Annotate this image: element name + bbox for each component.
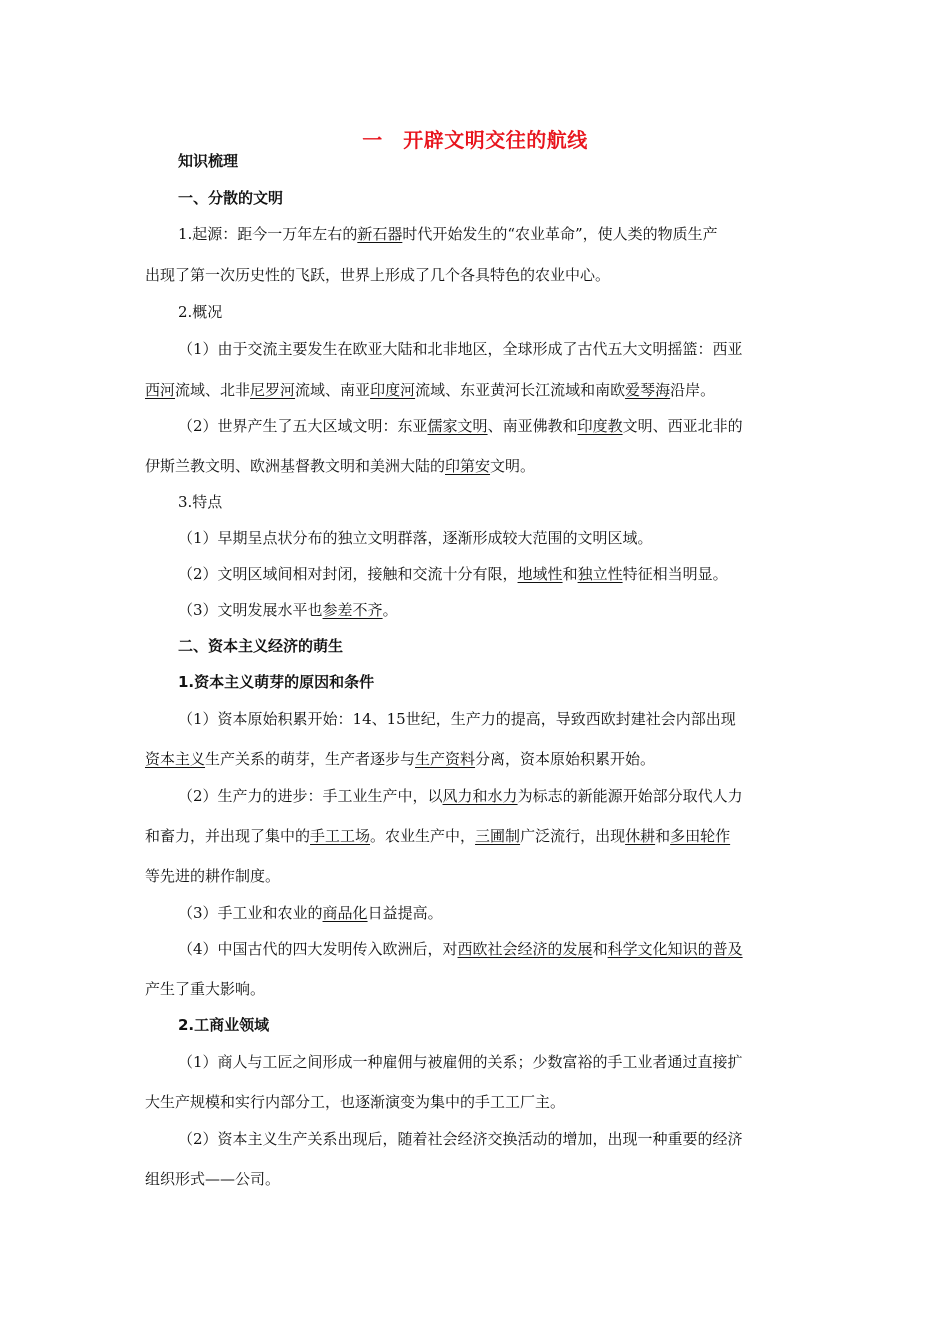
underlined-term: 西河: [145, 381, 176, 399]
d1-line1: （1）商人与工匠之间形成一种雇佣与被雇佣的关系；少数富裕的手工业者通过直接扩: [178, 1053, 743, 1071]
features-label: 3.特点: [178, 493, 223, 511]
text-run: （2）生产力的进步：手工业生产中，以: [178, 787, 443, 805]
c1-line2: [145, 749, 810, 769]
c4-line1: [178, 939, 843, 959]
underlined-term: 地域性: [517, 565, 563, 583]
text-run: （2）文明区域间相对封闭，接触和交流十分有限，: [178, 565, 518, 583]
overview-label: 2.概况: [178, 303, 223, 321]
underlined-term: 爱琴海: [625, 381, 671, 399]
underlined-term: 多田轮作: [670, 827, 731, 845]
text-run: 日益提高。: [367, 904, 443, 922]
text-run: 为标志的新能源开始部分取代人力: [517, 787, 743, 805]
c2-line3: 等先进的耕作制度。: [145, 867, 281, 885]
text-run: 和: [562, 565, 578, 583]
underlined-term: 商品化: [322, 904, 368, 922]
underlined-term: 印度教: [577, 417, 623, 435]
feature-2: [178, 564, 843, 584]
ov1-line2: [145, 380, 810, 400]
underlined-term: 印度河: [370, 381, 416, 399]
text-run: （2）世界产生了五大区域文明：东亚: [178, 417, 428, 435]
text-run: 和: [592, 940, 608, 958]
text-run: 、南亚佛教和: [487, 417, 578, 435]
underlined-term: 独立性: [577, 565, 623, 583]
text-run: （3）手工业和农业的: [178, 904, 323, 922]
underlined-term: 科学文化知识的普及: [607, 940, 743, 958]
text-run: 特征相当明显。: [622, 565, 728, 583]
feature-1: （1）早期呈点状分布的独立文明群落，逐渐形成较大范围的文明区域。: [178, 529, 653, 547]
underlined-term: 休耕: [625, 827, 656, 845]
text-run: （4）中国古代的四大发明传入欧洲后，对: [178, 940, 458, 958]
ov2-line2: [145, 456, 810, 476]
c3-line: [178, 903, 843, 923]
underlined-term: 印第安: [445, 457, 491, 475]
underlined-term: 生产资料: [415, 750, 476, 768]
text-run: 流域、南亚: [295, 381, 371, 399]
ov2-line1: [178, 416, 843, 436]
text-run: 。农业生产中，: [370, 827, 476, 845]
subheading-1: 1.资本主义萌芽的原因和条件: [178, 673, 375, 691]
text-run: 。: [382, 601, 398, 619]
heading-part1: 一、分散的文明: [178, 189, 284, 207]
underlined-term: 儒家文明: [427, 417, 488, 435]
c2-line2: [145, 826, 810, 846]
text-run: （3）文明发展水平也: [178, 601, 323, 619]
origin-line2: 出现了第一次历史性的飞跃，世界上形成了几个各具特色的农业中心。: [145, 266, 611, 284]
d2-line2: 组织形式——公司。: [145, 1170, 281, 1188]
d2-line1: （2）资本主义生产关系出现后，随着社会经济交换活动的增加，出现一种重要的经济: [178, 1130, 743, 1148]
c4-line2: 产生了重大影响。: [145, 980, 266, 998]
text-run: 和: [655, 827, 671, 845]
text-run: 文明。: [490, 457, 536, 475]
text-run: 广泛流行，出现: [520, 827, 626, 845]
underlined-term: 风力和水力: [442, 787, 518, 805]
text-run: 流域、东亚黄河长江流域和南欧: [415, 381, 626, 399]
page-title: 一 开辟文明交往的航线: [362, 128, 588, 152]
text-run: 和畜力，并出现了集中的: [145, 827, 311, 845]
feature-3: [178, 600, 843, 620]
text-run: 分离，资本原始积累开始。: [475, 750, 656, 768]
subheading-2: 2.工商业领域: [178, 1016, 270, 1034]
underlined-term: 三圃制: [475, 827, 521, 845]
underlined-term: 参差不齐: [322, 601, 383, 619]
text-run: 生产关系的萌芽，生产者逐步与: [205, 750, 416, 768]
c2-line1: [178, 786, 843, 806]
heading-part2: 二、资本主义经济的萌生: [178, 637, 344, 655]
ov1-line1: （1）由于交流主要发生在欧亚大陆和北非地区，全球形成了古代五大文明摇篮：西亚: [178, 340, 743, 358]
underlined-term: 尼罗河: [250, 381, 296, 399]
text-run: 1.起源：距今一万年左右的: [178, 225, 358, 243]
underlined-term: 资本主义: [145, 750, 206, 768]
underlined-term: 手工工场: [310, 827, 371, 845]
text-run: 流域、北非: [175, 381, 251, 399]
underlined-term: 西欧社会经济的发展: [457, 940, 593, 958]
origin-line1: [178, 224, 843, 244]
underlined-term: 新石器: [357, 225, 403, 243]
text-run: 时代开始发生的“农业革命”，使人类的物质生产: [402, 225, 718, 243]
text-run: 文明、西亚北非的: [622, 417, 743, 435]
text-run: 沿岸。: [670, 381, 716, 399]
text-run: 伊斯兰教文明、欧洲基督教文明和美洲大陆的: [145, 457, 446, 475]
section-label: 知识梳理: [178, 152, 239, 170]
d1-line2: 大生产规模和实行内部分工，也逐渐演变为集中的手工工厂主。: [145, 1093, 566, 1111]
c1-line1: （1）资本原始积累开始：14、15世纪，生产力的提高，导致西欧封建社会内部出现: [178, 710, 736, 728]
